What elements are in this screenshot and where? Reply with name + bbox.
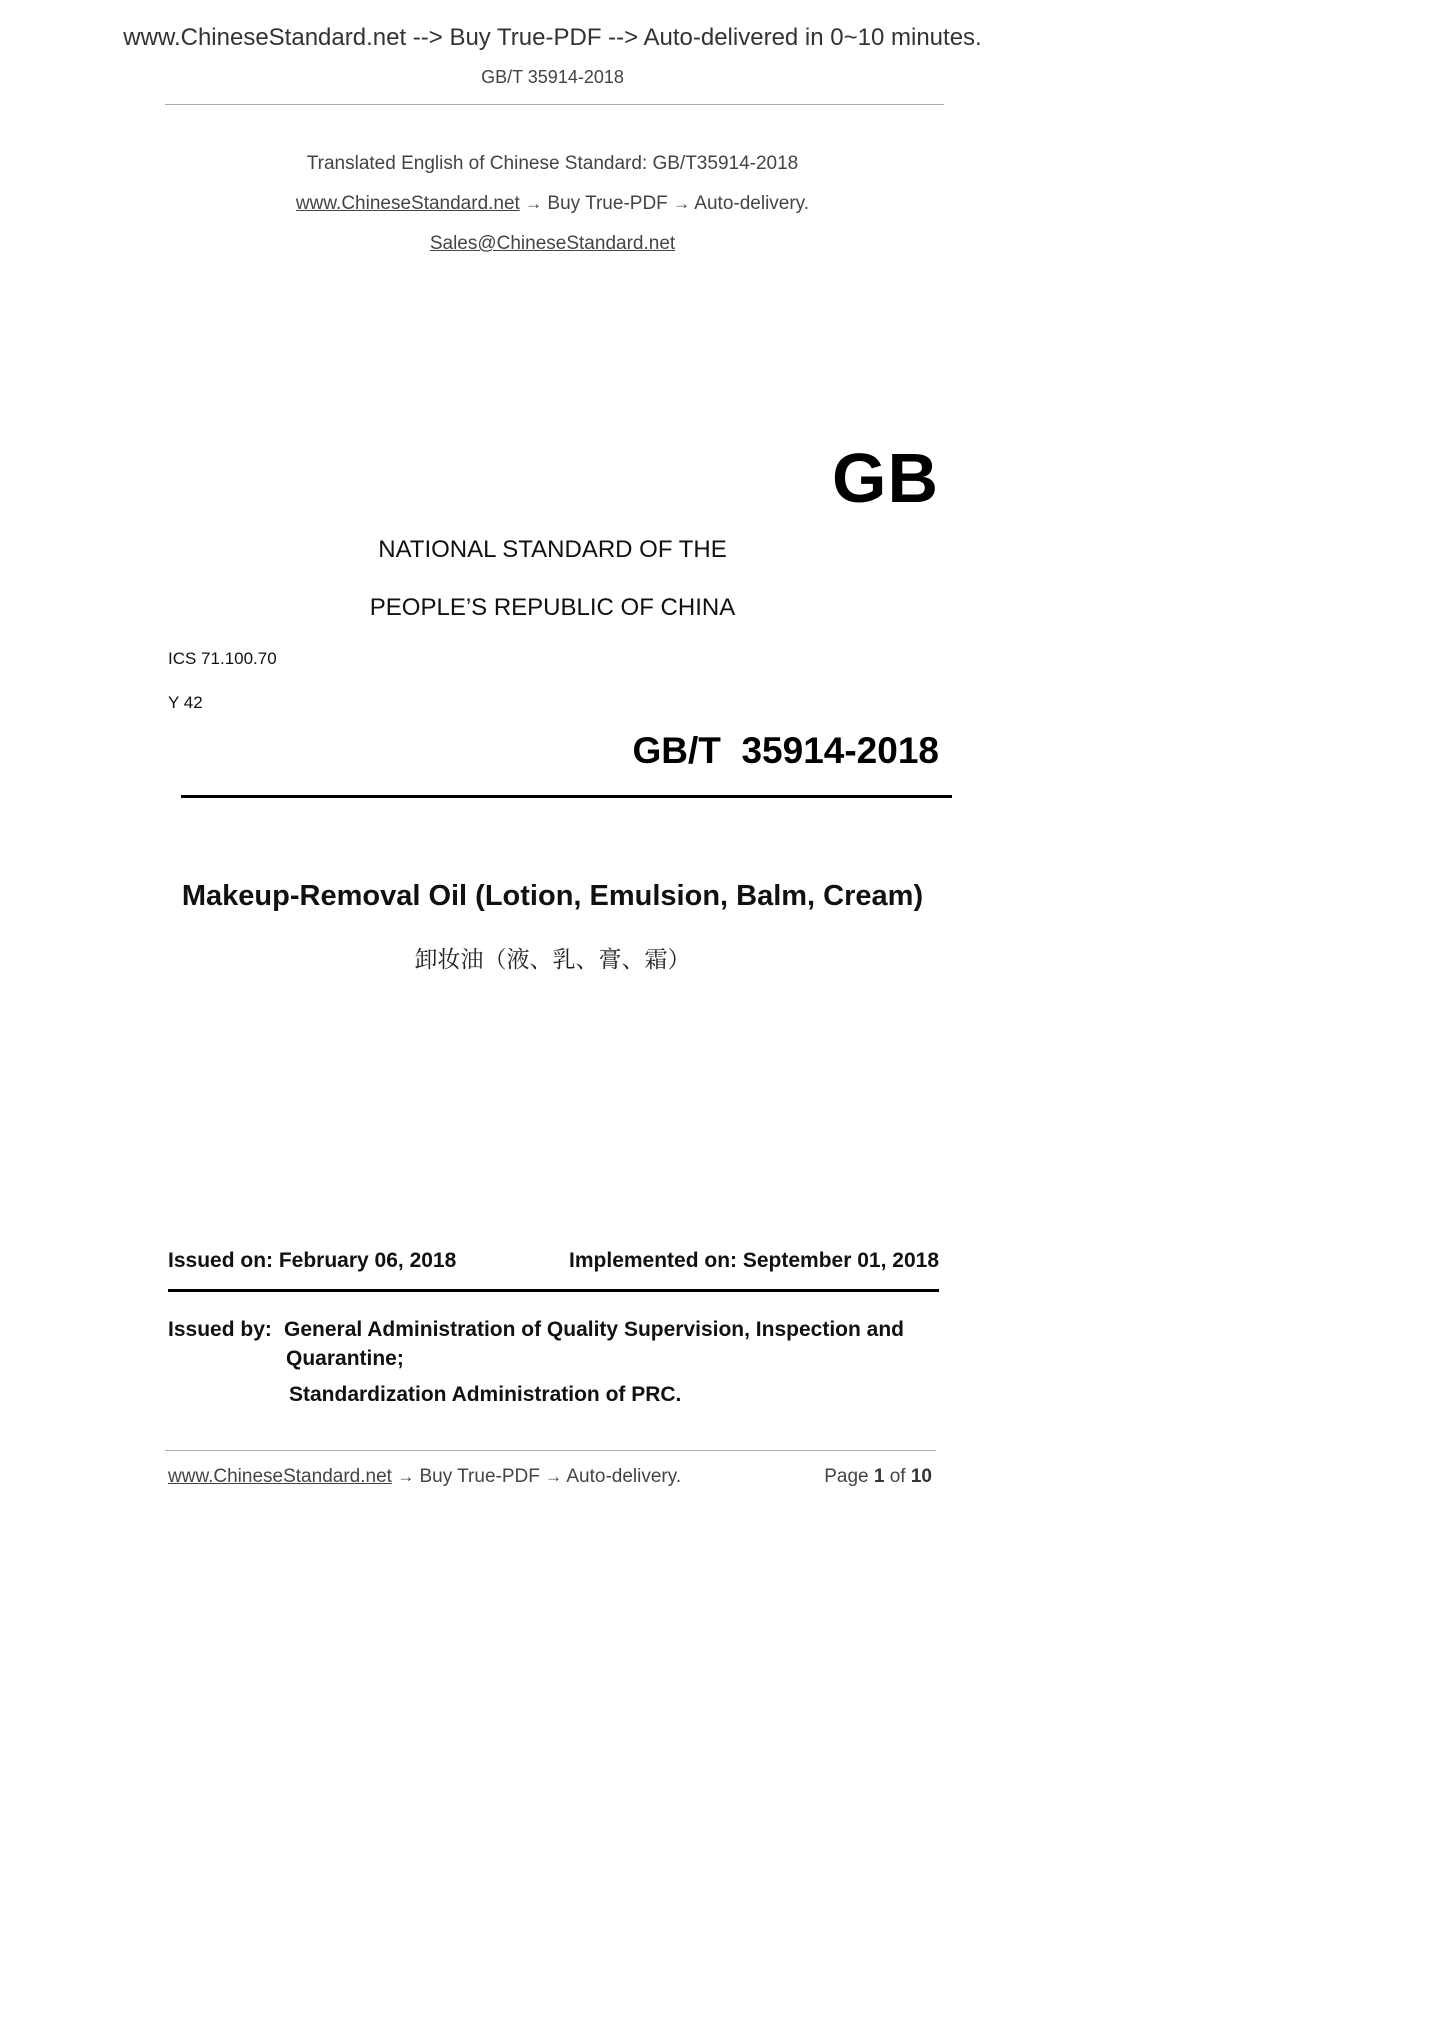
- header-divider: [165, 104, 944, 105]
- auto-delivery-text: Auto-delivery.: [694, 193, 810, 214]
- ccs-code: Y 42: [168, 693, 203, 712]
- dates-divider: [168, 1289, 939, 1292]
- page-total: 10: [910, 1466, 932, 1487]
- page-label: Page: [824, 1466, 869, 1487]
- page-indicator: [824, 1466, 932, 1488]
- header-doc-code: GB/T 35914-2018: [481, 67, 624, 87]
- issued-by-label: Issued by:: [168, 1318, 272, 1341]
- issuer-line1: General Administration of Quality Supervision, Inspection and: [284, 1318, 904, 1341]
- site-link[interactable]: www.ChineseStandard.net: [295, 193, 520, 214]
- issuer-line3: Standardization Administration of PRC.: [289, 1383, 682, 1406]
- title-chinese: 卸妆油（液、乳、膏、霜）: [414, 947, 691, 973]
- issuer-line2: Quarantine;: [286, 1347, 404, 1370]
- title-english: Makeup-Removal Oil (Lotion, Emulsion, Balm, Cream): [181, 880, 924, 912]
- gb-mark: GB: [832, 439, 939, 517]
- national-standard-line1: NATIONAL STANDARD OF THE: [378, 536, 727, 563]
- translation-title: Translated English of Chinese Standard: GB/T35914-2018: [306, 153, 799, 174]
- footer-buy-line: [168, 1466, 681, 1488]
- footer-delivery-text: Auto-delivery.: [566, 1466, 682, 1487]
- arrow-right-icon: →: [545, 1467, 563, 1486]
- buy-true-pdf-text: Buy True-PDF: [547, 193, 668, 214]
- national-standard-line2: PEOPLE’S REPUBLIC OF CHINA: [369, 594, 736, 621]
- footer-divider: [165, 1450, 936, 1451]
- cover-divider: [181, 795, 952, 798]
- footer-buy-text: Buy True-PDF: [419, 1466, 540, 1487]
- arrow-right-icon: →: [673, 194, 691, 213]
- standard-number: GB/T 35914-2018: [632, 730, 939, 771]
- arrow-right-icon: →: [525, 194, 543, 213]
- issued-on-date: Issued on: February 06, 2018: [168, 1249, 457, 1272]
- ics-code: ICS 71.100.70: [168, 649, 277, 668]
- translation-buy-line: [0, 193, 1105, 215]
- page-current: 1: [873, 1466, 885, 1487]
- page-of: of: [889, 1466, 906, 1487]
- sales-email-line: [0, 233, 1105, 255]
- sales-email-link[interactable]: Sales@ChineseStandard.net: [429, 233, 676, 254]
- implemented-on-date: Implemented on: September 01, 2018: [569, 1249, 939, 1272]
- footer-site-link[interactable]: www.ChineseStandard.net: [168, 1466, 392, 1487]
- arrow-right-icon: →: [397, 1467, 415, 1486]
- top-banner: www.ChineseStandard.net --> Buy True-PDF --> Auto-delivered in 0~10 minutes.: [123, 24, 982, 51]
